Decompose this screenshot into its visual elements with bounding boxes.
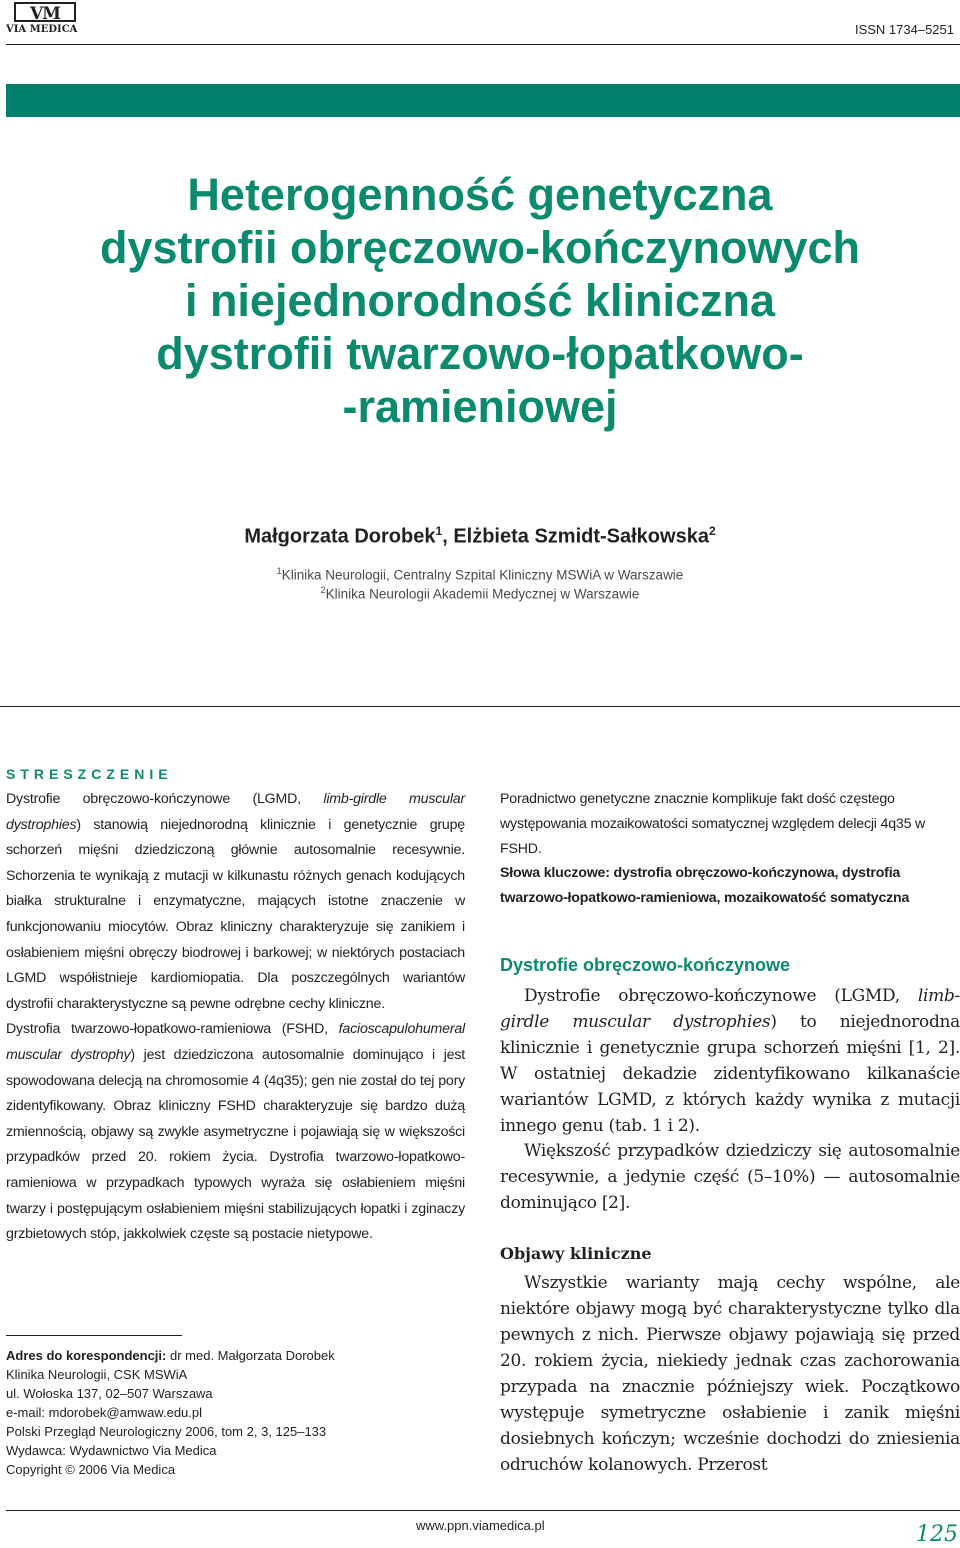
text: ) to niejednorodna klinicznie i genetycznie grupa schorzeń mięśni [1, 2]. W ostatniej dekadzie zidentyfikowano kilkanaście wariantów LGMD, z których każdy wynika z mutacji innego genu (tab. 1 i 2).	[500, 1012, 960, 1136]
author-2-affiliation: 2	[708, 524, 716, 538]
section-heading: Dystrofie obręczowo-kończynowe	[500, 955, 791, 975]
affiliation-text: Klinika Neurologii, Centralny Szpital Kliniczny MSWiA w Warszawie	[281, 567, 684, 583]
page-number: 125	[916, 1522, 958, 1547]
abstract-paragraph	[6, 1017, 465, 1247]
text: Dystrofie obręczowo-kończynowe (LGMD,	[6, 791, 324, 807]
article-title	[0, 168, 960, 433]
affiliation-2	[0, 585, 960, 602]
text-italic: limb-girdle muscular dystrophies	[6, 791, 466, 833]
body-paragraph	[500, 1138, 960, 1216]
title-line: dystrofii twarzowo-łopatkowo-	[156, 328, 804, 379]
issn: ISSN 1734–5251	[854, 22, 954, 37]
text: ) jest dziedziczona autosomalnie dominująco i jest spowodowana delecją na chromosomie 4 (4q35); gen nie został do tej pory zidentyfikowany. Obraz kliniczny FSHD charakteryzuje się bardzo dużą zmiennością, objawy są zwykle asymetryczne i pojawiają się w większości przypadków przed 20. rokiem życia. Dystrofia twarzowo-łopatkowo-ramieniowa w przypadkach typowych wyraża się osłabieniem mięśni twarzy i postępującym osłabieniem mięśni stabilizujących łopatki i zginaczy grzbietowych stóp, jakkolwiek częste są postacie nietypowe.	[6, 1046, 466, 1243]
abstract-left	[6, 787, 465, 1248]
header-band	[6, 84, 960, 117]
correspondence-line: Polski Przegląd Neurologiczny 2006, tom 2, 3, 125–133	[6, 1424, 327, 1439]
correspondence-line: Copyright © 2006 Via Medica	[6, 1462, 176, 1477]
journal-url[interactable]: www.ppn.viamedica.pl	[416, 1518, 545, 1533]
author-separator: ,	[442, 525, 454, 548]
affiliation-marker: 1	[276, 566, 282, 576]
author-1-affiliation: 1	[435, 524, 443, 538]
correspondence-name	[6, 1346, 335, 1365]
correspondence	[6, 1346, 335, 1479]
correspondence-line: Klinika Neurologii, CSK MSWiA	[6, 1367, 188, 1382]
keywords-label: Słowa kluczowe:	[500, 865, 610, 881]
publisher-logo	[6, 2, 84, 36]
body-paragraph	[500, 983, 960, 1139]
author-1: Małgorzata Dorobek	[244, 525, 436, 548]
affiliation-text: Klinika Neurologii Akademii Medycznej w Warszawie	[325, 586, 640, 602]
text: Dystrofie obręczowo-kończynowe (LGMD,	[524, 986, 918, 1006]
correspondence-line: Wydawca: Wydawnictwo Via Medica	[6, 1443, 217, 1458]
title-line: Heterogenność genetyczna	[187, 169, 773, 220]
title-line: i niejednorodność kliniczna	[184, 275, 776, 326]
abstract-paragraph	[6, 787, 465, 1017]
affiliation-marker: 2	[320, 585, 326, 595]
affiliation-1	[0, 566, 960, 583]
header-rule	[6, 44, 960, 45]
text: dr med. Małgorzata Dorobek	[166, 1348, 335, 1363]
abstract-right: Poradnictwo genetyczne znacznie komplikuje fakt dość częstego występowania mozaikowatości somatycznej względem delecji 4q35 w FSHD.	[500, 791, 926, 857]
correspondence-email[interactable]: e-mail: mdorobek@amwaw.edu.pl	[6, 1405, 203, 1420]
correspondence-line: ul. Wołoska 137, 02–507 Warszawa	[6, 1386, 213, 1401]
title-line: -ramieniowej	[342, 381, 618, 432]
footnote-rule	[6, 1335, 182, 1336]
logo-name: VIA MEDICA	[6, 24, 78, 35]
correspondence-label: Adres do korespondencji:	[6, 1348, 167, 1363]
abstract-heading: STRESZCZENIE	[6, 766, 173, 782]
section-rule	[0, 706, 960, 707]
title-line: dystrofii obręczowo-kończynowych	[99, 222, 861, 273]
vm-logo-mark: VM	[14, 2, 76, 22]
text: Wszystkie warianty mają cechy wspólne, ale niektóre objawy mogą być charakterystyczne tylko dla pewnych z nich. Pierwsze objawy pojawiają się przed 20. rokiem życia, niekiedy jednak czas zachorowania przypada na znacznie późniejszy wiek. Początkowo występuje symetryczne osłabienie i zanik mięśni dosiebnych kończyn; wcześnie dochodzi do zniesienia odruchów kolanowych. Przerost	[500, 1273, 960, 1475]
body-paragraph	[500, 1270, 960, 1478]
subsection-heading: Objawy kliniczne	[500, 1244, 652, 1263]
text-italic: limb-girdle muscular dystrophies	[500, 986, 960, 1032]
keywords	[500, 861, 960, 911]
text-italic: facioscapulohumeral muscular dystrophy	[6, 1021, 465, 1063]
text: ) stanowią niejednorodną klinicznie i genetycznie grupę schorzeń mięśni dziedziczoną głównie autosomalnie recesywnie. Schorzenia te wynikają z mutacji w kilkunastu różnych genach kodujących białka strukturalne i enzymatyczne, mających istotne znaczenie w funkcjonowaniu miocytów. Obraz kliniczny charakteryzuje się zanikiem i osłabieniem mięśni obręczy biodrowej i barkowej; w niektórych postaciach LGMD współistnieje kardiomiopatia. Dla poszczególnych wariantów dystrofii charakterystyczne są pewne odrębne cechy kliniczne.	[6, 816, 465, 1012]
authors	[0, 524, 960, 549]
text: Większość przypadków dziedziczy się autosomalnie recesywnie, a jedynie część (5–10%) — autosomalnie dominująco [2].	[500, 1141, 960, 1213]
footer-rule	[6, 1510, 960, 1511]
keywords-text: dystrofia obręczowo-kończynowa, dystrofia twarzowo-łopatkowo-ramieniowa, mozaikowatość somatyczna	[500, 865, 910, 906]
text: Dystrofia twarzowo-łopatkowo-ramieniowa (FSHD,	[6, 1021, 339, 1038]
author-2: Elżbieta Szmidt-Sałkowska	[453, 525, 709, 548]
